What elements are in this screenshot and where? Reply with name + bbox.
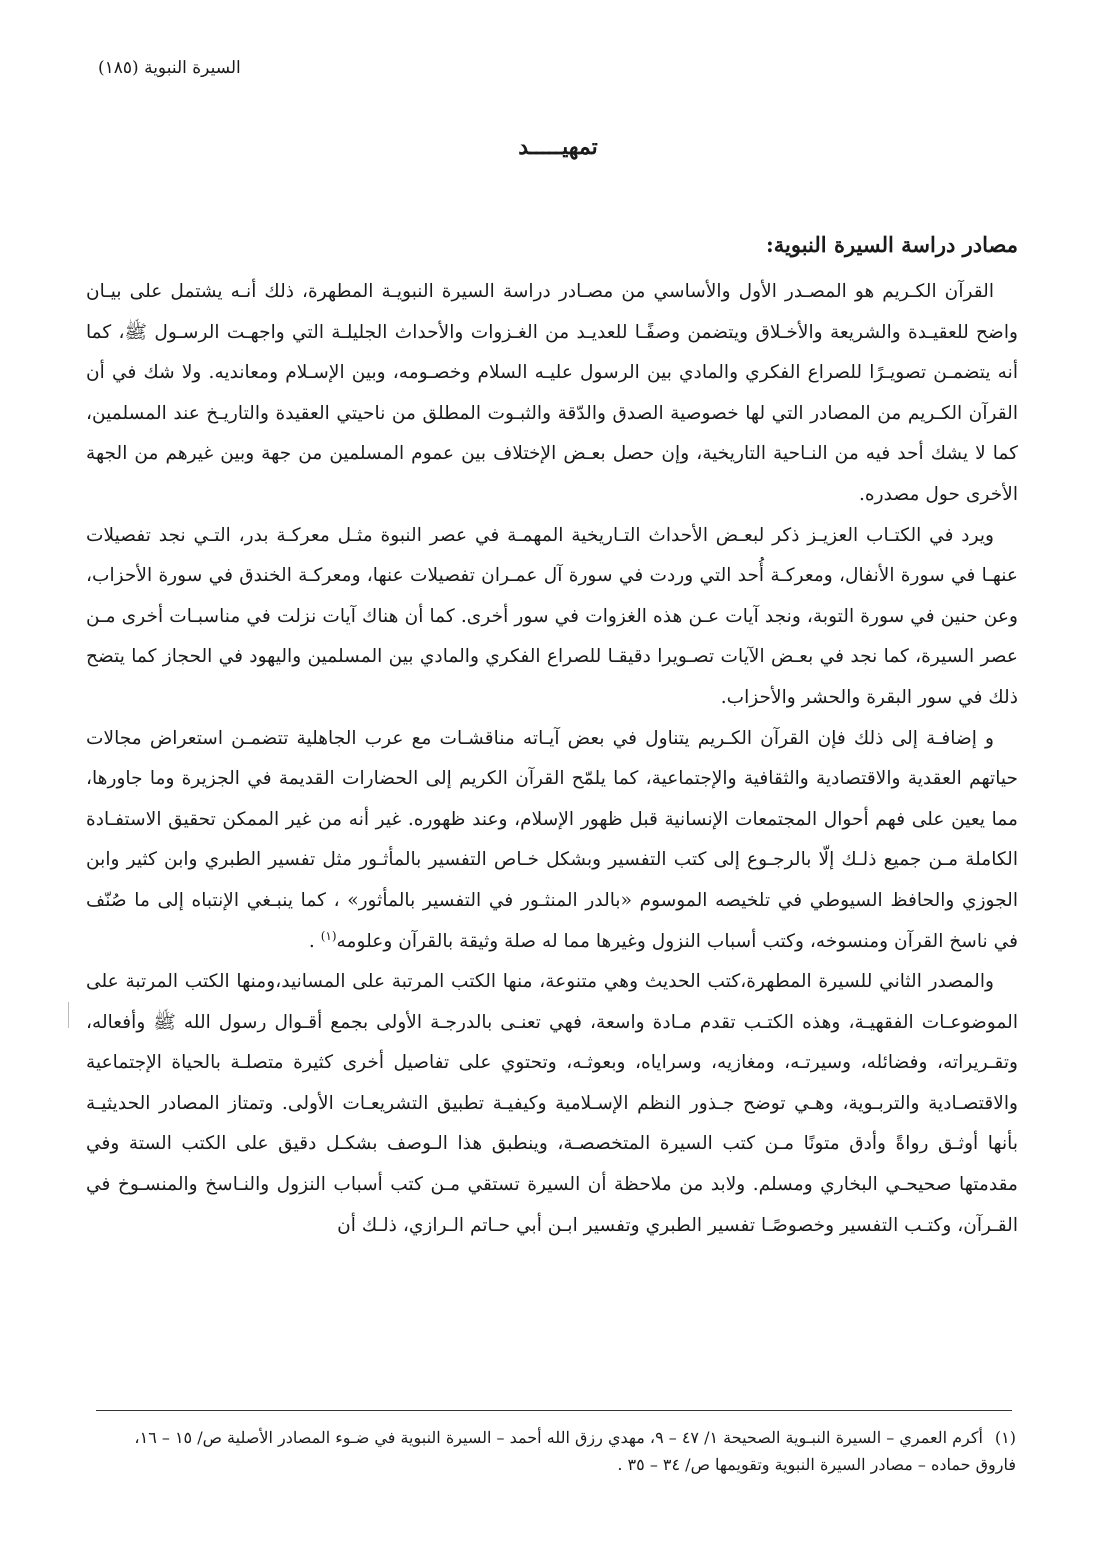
footnotes — [96, 1424, 1016, 1478]
paragraph-quran-source: القرآن الكـريم هو المصـدر الأول والأساسي من مصـادر دراسة السيرة النبويـة المطهرة، ذلك أنـه يشتمل على بيـان واضح للعقيـدة والشريعة والأخـلاق ويتضمن وصفًـا للعديـد من الغـزوات والأحداث الجليلـة التي واجهـت الرسـول ﷺ، كما أنه يتضمـن تصويـرًا للصراع الفكري والمادي بين الرسول عليـه السلام وخصـومه، وبين الإسـلام ومعانديه. ولا شك في أن القرآن الكـريم من المصادر التي لها خصوصية الصدق والدّقة والثبـوت المطلق من ناحيتي العقيدة والتاريـخ عند المسلمين، كما لا يشك أحد فيه من النـاحية التاريخية، وإن حصل بعـض الإختلاف بين عموم المسلمين من جهة وبين غيرهم من الجهة الأخرى حول مصدره. — [86, 281, 1018, 505]
footnote-text: أكرم العمري – السيرة النبـوية الصحيحة ١/ ٤٧ – ٩، مهدي رزق الله أحمد – السيرة النبوية في ضـوء المصادر الأصلية ص/ ١٥ – ١٦، فاروق حماده – مصادر السيرة النبوية وتقويمها ص/ ٣٤ – ٣٥ . — [134, 1428, 1016, 1474]
footnote-number: (١) — [994, 1428, 1016, 1447]
body-text — [86, 226, 1018, 1246]
paragraph-tafsir-text: و إضافـة إلى ذلك فإن القرآن الكـريم يتناول في بعض آيـاته مناقشـات مع عرب الجاهلية تتضمـن استعراض مجالات حياتهم العقدية والاقتصادية والثقافية والإجتماعية، كما يلمّح القرآن الكريم إلى الحضارات القديمة في الجزيرة وما جاورها، مما يعين على فهم أحوال المجتمعات الإنسانية قبل ظهور الإسلام، وعند ظهوره. غير أنه من غير الممكن تحقيق الاستفـادة الكاملة مـن جميع ذلـك إلّا بالرجـوع إلى كتب التفسير وبشكل خـاص التفسير بالمأثـور مثل تفسير الطبري وابن كثير وابن الجوزي والحافظ السيوطي في تلخيصه الموسوم «بالدر المنثـور في التفسير بالمأثور» ، كما ينبـغي الإنتباه إلى ما صُنّف في ناسخ القرآن ومنسوخه، وكتب أسباب النزول وغيرها مما له صلة وثيقة بالقرآن وعلومه — [86, 727, 1018, 952]
footnote-reference[interactable]: (١) — [320, 928, 337, 943]
chapter-title: تمهيـــــد — [518, 134, 598, 160]
paragraph-tafsir — [86, 719, 1018, 963]
margin-mark — [68, 1002, 69, 1028]
section-heading: مصادر دراسة السيرة النبوية: — [766, 232, 1018, 257]
paragraph-hadith: والمصدر الثاني للسيرة المطهرة،كتب الحديث وهي متنوعة، منها الكتب المرتبة على المسانيد،ومنها الكتب المرتبة على الموضوعـات الفقهيـة، وهذه الكتـب تقدم مـادة واسعة، فهي تعنـى بالدرجـة الأولى بجمع أقـوال رسول الله ﷺ وأفعاله، وتقـريراته، وفضائله، وسيرتـه، ومغازيه، وسراياه، وبعوثـه، وتحتوي على تفاصيل أخرى كثيرة متصلـة بالحياة الإجتماعية والاقتصـادية والتربـوية، وهـي توضح جـذور النظم الإسـلامية وكيفيـة تطبيق التشريعـات الأولى. وتمتاز المصادر الحديثيـة بأنها أوثـق رواةً وأدق متونًا مـن كتب السيرة المتخصصـة، وينطبق هذا الـوصف بشكـل دقيق على الكتب الستة وفي مقدمتها صحيحـي البخاري ومسلم. ولابد من ملاحظة أن السيرة تستقي مـن كتب أسباب النزول والنـاسخ والمنسـوخ في القـرآن، وكتـب التفسير وخصوصًـا تفسير الطبري وتفسير ابـن أبي حـاتم الـرازي، ذلـك أن — [86, 971, 1018, 1236]
running-header: السيرة النبوية (١٨٥) — [98, 58, 241, 78]
footnote-divider — [96, 1410, 1012, 1411]
paragraph-tafsir-end: . — [308, 930, 315, 952]
paragraph-battles: ويرد في الكتـاب العزيـز ذكر لبعـض الأحداث التـاريخية المهمـة في عصر النبوة مثـل معركـة بدر، التـي نجد تفصيلات عنهـا في سورة الأنفال، ومعركـة أُحد التي وردت في سورة آل عمـران تفصيلات عنها، ومعركـة الخندق في سورة الأحزاب، وعن حنين في سورة التوبة، ونجد آيات عـن هذه الغزوات في سور أخرى. كما أن هناك آيات نزلت في مناسبـات أخرى مـن عصر السيرة، كما نجد في بعـض الآيات تصـويرا دقيقـا للصراع الفكري والمادي بين المسلمين واليهود في الحجاز كما يتضح ذلك في سور البقرة والحشر والأحزاب. — [86, 524, 1018, 708]
footnote-item — [96, 1424, 1016, 1478]
